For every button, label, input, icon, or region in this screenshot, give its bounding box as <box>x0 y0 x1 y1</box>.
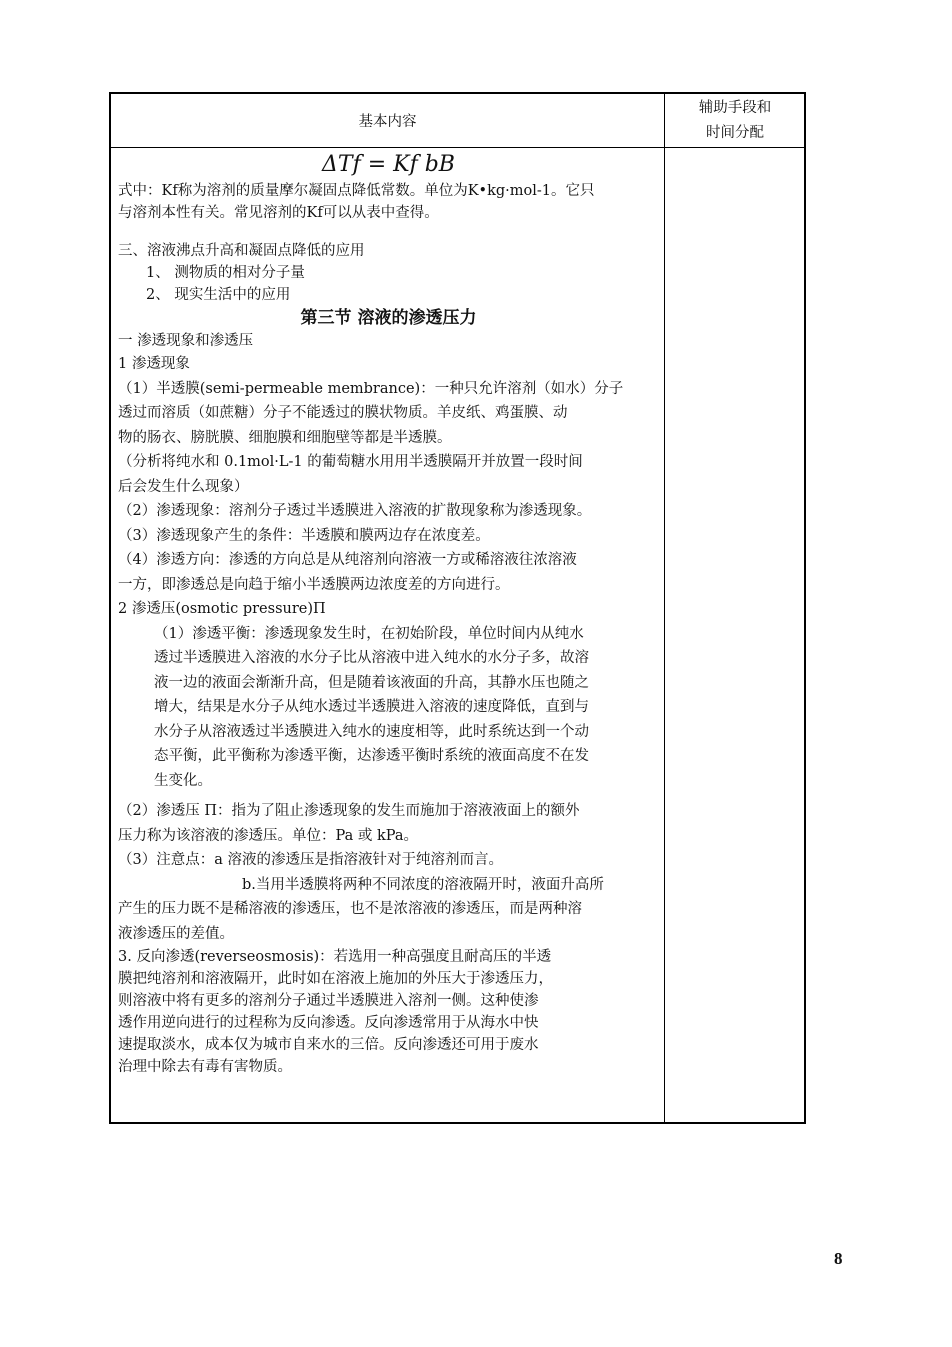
text-line: 生变化。 <box>154 772 212 789</box>
text-line: （2）渗透压 Π：指为了阻止渗透现象的发生而施加于溶液液面上的额外 <box>118 803 580 819</box>
header-side-column <box>666 94 804 147</box>
list-item: 2、 现实生活中的应用 <box>146 287 291 303</box>
page-number: 8 <box>834 1249 843 1268</box>
subsection-heading: 1 渗透现象 <box>118 356 190 372</box>
header-main-content: 基本内容 <box>358 114 417 130</box>
text-line: 透作用逆向进行的过程称为反向渗透。反向渗透常用于从海水中快 <box>118 1015 539 1031</box>
text-line: 透过而溶质（如蔗糖）分子不能透过的膜状物质。羊皮纸、鸡蛋膜、动 <box>118 405 568 421</box>
text-line: 则溶液中将有更多的溶剂分子通过半透膜进入溶剂一侧。这种使渗 <box>118 993 539 1009</box>
column-divider <box>664 94 665 1122</box>
text-line: 3. 反向渗透(reverseosmosis)：若选用一种高强度且耐高压的半透 <box>118 949 552 965</box>
text-line: 式中：Kf称为溶剂的质量摩尔凝固点降低常数。单位为K•kg·mol-1。它只 <box>118 183 595 199</box>
text-line: 与溶剂本性有关。常见溶剂的Kf可以从表中查得。 <box>118 205 439 221</box>
text-line: 产生的压力既不是稀溶液的渗透压，也不是浓溶液的渗透压，而是两种溶 <box>118 901 582 917</box>
text-line: 增大，结果是水分子从纯水透过半透膜进入溶液的速度降低，直到与 <box>154 699 589 715</box>
text-line: （2）渗透现象：溶剂分子透过半透膜进入溶液的扩散现象称为渗透现象。 <box>118 503 592 519</box>
text-line: 态平衡，此平衡称为渗透平衡，达渗透平衡时系统的液面高度不在发 <box>154 748 589 764</box>
freezing-point-formula: ΔTf = Kf bB <box>322 152 455 177</box>
text-line: b.当用半透膜将两种不同浓度的溶液隔开时，液面升高所 <box>242 876 604 893</box>
text-line: 治理中除去有毒有害物质。 <box>118 1059 292 1075</box>
main-content-cell <box>118 150 659 1078</box>
text-line: 液渗透压的差值。 <box>118 925 234 942</box>
text-line: 一方，即渗透总是向趋于缩小半透膜两边浓度差的方向进行。 <box>118 576 510 593</box>
text-line: 物的肠衣、膀胱膜、细胞膜和细胞壁等都是半透膜。 <box>118 429 452 446</box>
text-line: 液一边的液面会渐渐升高，但是随着该液面的升高，其静水压也随之 <box>154 674 589 691</box>
text-line: （3）渗透现象产生的条件：半透膜和膜两边存在浓度差。 <box>118 527 490 544</box>
text-line: （1）渗透平衡：渗透现象发生时，在初始阶段，单位时间内从纯水 <box>154 625 584 642</box>
header-side-line2: 时间分配 <box>706 124 764 141</box>
text-line: （1）半透膜(semi-permeable membrance)：一种只允许溶剂（如水）分子 <box>118 380 624 397</box>
text-line: 后会发生什么现象） <box>118 478 249 495</box>
text-line: 速提取淡水，成本仅为城市自来水的三倍。反向渗透还可用于废水 <box>118 1037 539 1053</box>
section-title: 第三节 溶液的渗透压力 <box>300 308 477 328</box>
text-line: 膜把纯溶剂和溶液隔开，此时如在溶液上施加的外压大于渗透压力， <box>118 971 553 987</box>
list-item: 1、 测物质的相对分子量 <box>146 265 305 281</box>
text-line: 压力称为该溶液的渗透压。单位：Pa 或 kPa。 <box>118 827 419 844</box>
text-line: （分析将纯水和 0.1mol·L-1 的葡萄糖水用用半透膜隔开并放置一段时间 <box>118 454 583 470</box>
section-heading: 三、溶液沸点升高和凝固点降低的应用 <box>118 243 365 259</box>
subsection-heading: 一 渗透现象和渗透压 <box>118 333 254 349</box>
header-side-line1: 辅助手段和 <box>698 99 772 116</box>
text-line: 水分子从溶液透过半透膜进入纯水的速度相等，此时系统达到一个动 <box>154 723 589 740</box>
text-line: 透过半透膜进入溶液的水分子比从溶液中进入纯水的水分子多，故溶 <box>154 650 589 666</box>
content-table <box>109 92 806 1124</box>
subsection-heading: 2 渗透压(osmotic pressure)Π <box>118 601 326 617</box>
text-line: （3）注意点：a 溶液的渗透压是指溶液针对于纯溶剂而言。 <box>118 852 503 868</box>
header-divider <box>111 147 804 148</box>
text-line: （4）渗透方向：渗透的方向总是从纯溶剂向溶液一方或稀溶液往浓溶液 <box>118 552 577 568</box>
